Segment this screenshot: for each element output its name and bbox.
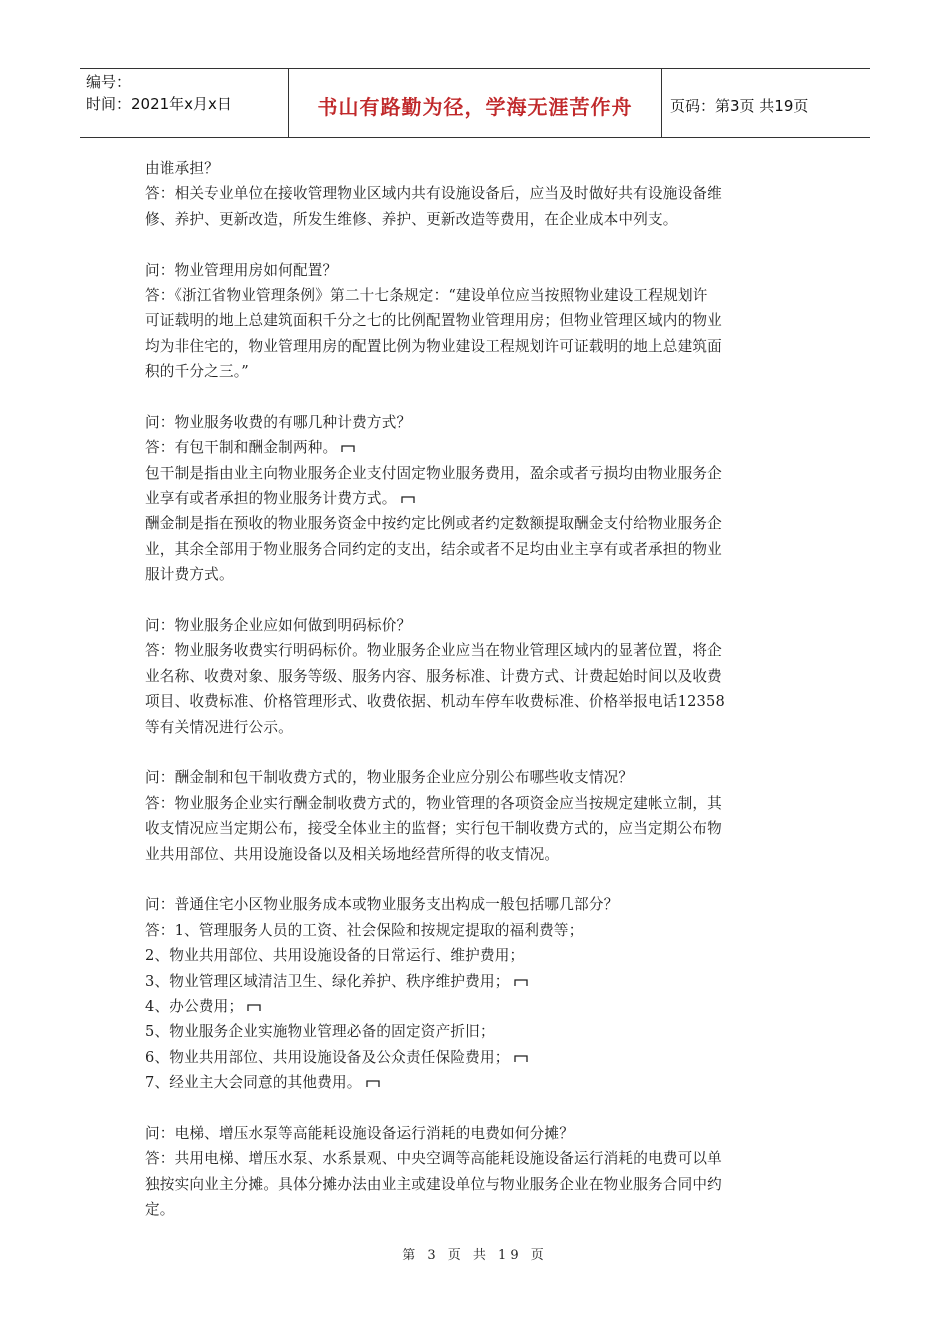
paragraph-gap: [145, 232, 815, 257]
text-line: [145, 562, 815, 587]
text-line-content: 项目、收费标准、价格管理形式、收费依据、机动车停车收费标准、价格举报电话12358: [145, 693, 726, 711]
paragraph-gap: [145, 588, 815, 613]
text-line: [145, 359, 815, 384]
text-line: [145, 1197, 815, 1222]
text-line-content: 3、物业管理区域清洁卫生、绿化养护、秩序维护费用；: [145, 972, 510, 990]
text-line: [145, 308, 815, 333]
text-line-content: 业共用部位、共用设施设备以及相关场地经营所得的收支情况。: [145, 845, 560, 863]
text-line-content: 酬金制是指在预收的物业服务资金中按约定比例或者约定数额提取酬金支付给物业服务企: [145, 515, 722, 533]
text-line: [145, 1121, 815, 1146]
text-line-content: 修、养护、更新改造，所发生维修、养护、更新改造等费用，在企业成本中列支。: [145, 210, 678, 228]
text-line: [145, 994, 815, 1019]
text-line: [145, 969, 815, 994]
text-line: [145, 511, 815, 536]
text-line-content: 积的千分之三。”: [145, 363, 249, 381]
page-header: [80, 68, 870, 138]
text-line: [145, 461, 815, 486]
header-page-label: 页码：第3页 共19页: [670, 96, 809, 115]
paragraph-gap: [145, 385, 815, 410]
text-line-content: 服计费方式。: [145, 566, 234, 584]
paragraph-mark-icon: [341, 445, 355, 453]
text-line-content: 问：物业管理用房如何配置？: [145, 261, 338, 279]
document-number-label: 编号：: [86, 73, 132, 91]
text-line: [145, 537, 815, 562]
text-line-content: 定。: [145, 1201, 175, 1219]
paragraph-mark-icon: [247, 1004, 261, 1012]
text-line: [145, 816, 815, 841]
text-line: [145, 943, 815, 968]
text-line-content: 问：酬金制和包干制收费方式的，物业服务企业应分别公布哪些收支情况？: [145, 769, 634, 787]
text-line-content: 答：1、管理服务人员的工资、社会保险和按规定提取的福利费等；: [145, 921, 584, 939]
text-line-content: 答：物业服务企业实行酬金制收费方式的，物业管理的各项资金应当按规定建帐立制，其: [145, 794, 722, 812]
text-line-content: 问：物业服务企业应如何做到明码标价？: [145, 617, 412, 635]
text-line: [145, 435, 815, 460]
text-line: [145, 1045, 815, 1070]
paragraph-gap: [145, 1095, 815, 1120]
paragraph-mark-icon: [401, 496, 415, 504]
text-line: [145, 410, 815, 435]
text-line-content: 独按实向业主分摊。具体分摊办法由业主或建设单位与物业服务企业在物业服务合同中约: [145, 1175, 722, 1193]
text-line: [145, 1019, 815, 1044]
paragraph-mark-icon: [514, 1055, 528, 1063]
text-line-content: 答：《浙江省物业管理条例》第二十七条规定：“建设单位应当按照物业建设工程规划许: [145, 286, 708, 304]
text-line: [145, 1172, 815, 1197]
page-footer: 第 3 页 共 19 页: [402, 1248, 548, 1263]
text-line-content: 答：物业服务收费实行明码标价。物业服务企业应当在物业管理区域内的显著位置，将企: [145, 642, 722, 660]
text-line-content: 6、物业共用部位、共用设施设备及公众责任保险费用；: [145, 1048, 510, 1066]
document-body: [145, 156, 815, 1222]
text-line: [145, 918, 815, 943]
text-line: [145, 1070, 815, 1095]
text-line-content: 5、物业服务企业实施物业管理必备的固定资产折旧；: [145, 1023, 495, 1041]
text-line-content: 问：普通住宅小区物业服务成本或物业服务支出构成一般包括哪几部分？: [145, 896, 619, 914]
text-line: [145, 283, 815, 308]
text-line: [145, 791, 815, 816]
text-line-content: 业，其余全部用于物业服务合同约定的支出，结余或者不足均由业主享有或者承担的物业: [145, 540, 722, 558]
text-line-content: 答：共用电梯、增压水泵、水系景观、中央空调等高能耗设施设备运行消耗的电费可以单: [145, 1150, 722, 1168]
text-line: [145, 689, 815, 714]
text-line: [145, 715, 815, 740]
paragraph-mark-icon: [514, 979, 528, 987]
text-line: [145, 258, 815, 283]
text-line: [145, 1146, 815, 1171]
text-line-content: 问：物业服务收费的有哪几种计费方式？: [145, 413, 412, 431]
text-line: [145, 842, 815, 867]
text-line: [145, 892, 815, 917]
text-line: [145, 486, 815, 511]
paragraph-gap: [145, 740, 815, 765]
text-line-content: 等有关情况进行公示。: [145, 718, 293, 736]
text-line: [145, 207, 815, 232]
text-line-content: 答：有包干制和酬金制两种。: [145, 439, 338, 457]
text-line-content: 问：电梯、增压水泵等高能耗设施设备运行消耗的电费如何分摊？: [145, 1124, 575, 1142]
text-line: [145, 765, 815, 790]
text-line-content: 业享有或者承担的物业服务计费方式。: [145, 490, 397, 508]
text-line-content: 业名称、收费对象、服务等级、服务内容、服务标准、计费方式、计费起始时间以及收费: [145, 667, 722, 685]
paragraph-mark-icon: [366, 1080, 380, 1088]
text-line-content: 4、办公费用；: [145, 997, 244, 1015]
header-meta: [80, 69, 289, 137]
text-line-content: 7、经业主大会同意的其他费用。: [145, 1074, 362, 1092]
text-line: [145, 156, 815, 181]
text-line: [145, 638, 815, 663]
text-line-content: 2、物业共用部位、共用设施设备的日常运行、维护费用；: [145, 947, 525, 965]
text-line: [145, 334, 815, 359]
text-line-content: 收支情况应当定期公布，接受全体业主的监督；实行包干制收费方式的，应当定期公布物: [145, 820, 722, 838]
text-line-content: 包干制是指由业主向物业服务企业支付固定物业服务费用，盈余或者亏损均由物业服务企: [145, 464, 722, 482]
text-line: [145, 664, 815, 689]
text-line-content: 由谁承担？: [145, 160, 219, 177]
paragraph-gap: [145, 867, 815, 892]
document-time-label: 时间：2021年x月x日: [86, 95, 232, 113]
text-line-content: 均为非住宅的，物业管理用房的配置比例为物业建设工程规划许可证载明的地上总建筑面: [145, 337, 722, 355]
text-line-content: 答：相关专业单位在接收管理物业区域内共有设施设备后，应当及时做好共有设施设备维: [145, 185, 722, 203]
text-line: [145, 613, 815, 638]
text-line: [145, 181, 815, 206]
text-line-content: 可证载明的地上总建筑面积千分之七的比例配置物业管理用房；但物业管理区域内的物业: [145, 312, 722, 330]
header-motto: 书山有路勤为径，学海无涯苦作舟: [289, 69, 662, 137]
